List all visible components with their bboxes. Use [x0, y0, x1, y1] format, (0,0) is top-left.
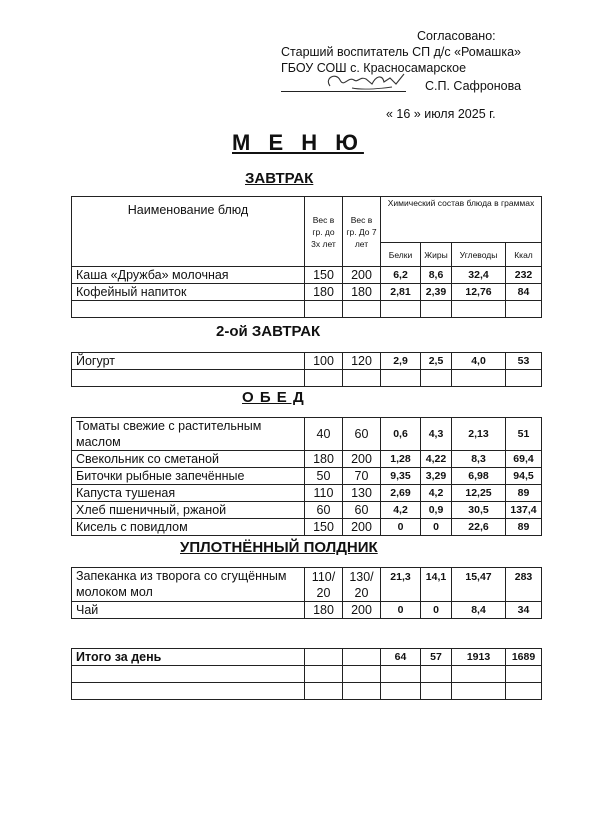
carbs: 4,0: [452, 353, 506, 370]
protein: 1,28: [381, 451, 421, 468]
weight-3: 180: [305, 451, 343, 468]
table-row: [72, 602, 542, 619]
weight-7: 130: [343, 485, 381, 502]
header-dish: Наименование блюд: [72, 197, 305, 267]
table-row-empty: [72, 683, 542, 700]
total-kcal: 1689: [506, 649, 542, 666]
weight-7: 180: [343, 284, 381, 301]
total-row: [72, 649, 542, 666]
carbs: 2,13: [452, 418, 506, 451]
weight-3: 150: [305, 519, 343, 536]
protein: 2,81: [381, 284, 421, 301]
table-row-empty: [72, 666, 542, 683]
total-label: Итого за день: [72, 649, 305, 666]
fat: 8,6: [421, 267, 452, 284]
section-title-lunch: О Б Е Д: [242, 389, 305, 406]
table-row: [72, 353, 542, 370]
handwritten-signature: [322, 70, 412, 96]
carbs: 12,25: [452, 485, 506, 502]
header-chem: Химический состав блюда в граммах: [381, 197, 542, 243]
dish-name: Биточки рыбные запечённые: [72, 468, 305, 485]
dish-name: Капуста тушеная: [72, 485, 305, 502]
fat: 0,9: [421, 502, 452, 519]
dish-name: Свекольник со сметаной: [72, 451, 305, 468]
dish-name: Кисель с повидлом: [72, 519, 305, 536]
dish-name: Чай: [72, 602, 305, 619]
protein: 2,69: [381, 485, 421, 502]
dish-name: Каша «Дружба» молочная: [72, 267, 305, 284]
kcal: 53: [506, 353, 542, 370]
dish-name: Хлеб пшеничный, ржаной: [72, 502, 305, 519]
kcal: 94,5: [506, 468, 542, 485]
kcal: 34: [506, 602, 542, 619]
weight-7: 60: [343, 418, 381, 451]
weight-3: 40: [305, 418, 343, 451]
lunch-table: [71, 417, 542, 536]
weight-3: 60: [305, 502, 343, 519]
kcal: 283: [506, 568, 542, 602]
approval-position: Старший воспитатель СП д/с «Ромашка»: [281, 45, 521, 59]
protein: 6,2: [381, 267, 421, 284]
fat: 4,22: [421, 451, 452, 468]
protein: 0: [381, 602, 421, 619]
weight-7: 200: [343, 267, 381, 284]
fat: 2,39: [421, 284, 452, 301]
carbs: 8,4: [452, 602, 506, 619]
kcal: 137,4: [506, 502, 542, 519]
weight-7: 120: [343, 353, 381, 370]
header-protein: Белки: [381, 243, 421, 267]
header-carbs: Углеводы: [452, 243, 506, 267]
section-title-breakfast2: 2-ой ЗАВТРАК: [216, 323, 321, 340]
fat: 0: [421, 519, 452, 536]
dish-name: Томаты свежие с растительным маслом: [72, 418, 305, 451]
fat: 4,2: [421, 485, 452, 502]
dish-name: Йогурт: [72, 353, 305, 370]
kcal: 51: [506, 418, 542, 451]
section-title-breakfast: ЗАВТРАК: [245, 170, 314, 187]
dish-name: Кофейный напиток: [72, 284, 305, 301]
kcal: 69,4: [506, 451, 542, 468]
table-row: [72, 267, 542, 284]
table-row-empty: [72, 370, 542, 387]
snack-table: [71, 567, 542, 619]
weight-3: 180: [305, 602, 343, 619]
fat: 2,5: [421, 353, 452, 370]
fat: 0: [421, 602, 452, 619]
protein: 0,6: [381, 418, 421, 451]
total-protein: 64: [381, 649, 421, 666]
protein: 4,2: [381, 502, 421, 519]
weight-7: 130/ 20: [343, 568, 381, 602]
table-row: [72, 485, 542, 502]
total-table: [71, 648, 542, 700]
total-fat: 57: [421, 649, 452, 666]
header-fat: Жиры: [421, 243, 452, 267]
weight-7: 200: [343, 602, 381, 619]
fat: 3,29: [421, 468, 452, 485]
approval-date: « 16 » июля 2025 г.: [386, 107, 496, 121]
protein: 0: [381, 519, 421, 536]
header-weight-3: Вес в гр. до 3х лет: [305, 197, 343, 267]
table-row: [72, 468, 542, 485]
header-weight-7: Вес в гр. До 7 лет: [343, 197, 381, 267]
kcal: 84: [506, 284, 542, 301]
table-row: [72, 568, 542, 602]
weight-3: 100: [305, 353, 343, 370]
protein: 9,35: [381, 468, 421, 485]
carbs: 6,98: [452, 468, 506, 485]
header-kcal: Ккал: [506, 243, 542, 267]
carbs: 22,6: [452, 519, 506, 536]
breakfast2-table: [71, 352, 542, 387]
section-title-snack: УПЛОТНЁННЫЙ ПОЛДНИК: [180, 539, 378, 556]
table-row: [72, 418, 542, 451]
approval-label: Согласовано:: [417, 29, 496, 43]
kcal: 89: [506, 485, 542, 502]
protein: 21,3: [381, 568, 421, 602]
fat: 4,3: [421, 418, 452, 451]
kcal: 89: [506, 519, 542, 536]
weight-3: 110/ 20: [305, 568, 343, 602]
protein: 2,9: [381, 353, 421, 370]
weight-3: 180: [305, 284, 343, 301]
dish-name: Запеканка из творога со сгущённым молоком мол: [72, 568, 305, 602]
weight-3: 150: [305, 267, 343, 284]
carbs: 30,5: [452, 502, 506, 519]
weight-7: 60: [343, 502, 381, 519]
table-row: [72, 284, 542, 301]
total-carbs: 1913: [452, 649, 506, 666]
table-row-empty: [72, 301, 542, 318]
fat: 14,1: [421, 568, 452, 602]
approver-name: С.П. Сафронова: [425, 79, 522, 93]
weight-7: 200: [343, 451, 381, 468]
table-row: [72, 451, 542, 468]
page-title: М Е Н Ю: [232, 130, 364, 155]
carbs: 8,3: [452, 451, 506, 468]
breakfast-table: [71, 196, 542, 318]
carbs: 12,76: [452, 284, 506, 301]
weight-3: 50: [305, 468, 343, 485]
weight-7: 70: [343, 468, 381, 485]
approval-org: ГБОУ СОШ с. Красносамарское: [281, 61, 467, 75]
carbs: 15,47: [452, 568, 506, 602]
table-row: [72, 519, 542, 536]
weight-7: 200: [343, 519, 381, 536]
kcal: 232: [506, 267, 542, 284]
weight-3: 110: [305, 485, 343, 502]
table-row: [72, 502, 542, 519]
carbs: 32,4: [452, 267, 506, 284]
